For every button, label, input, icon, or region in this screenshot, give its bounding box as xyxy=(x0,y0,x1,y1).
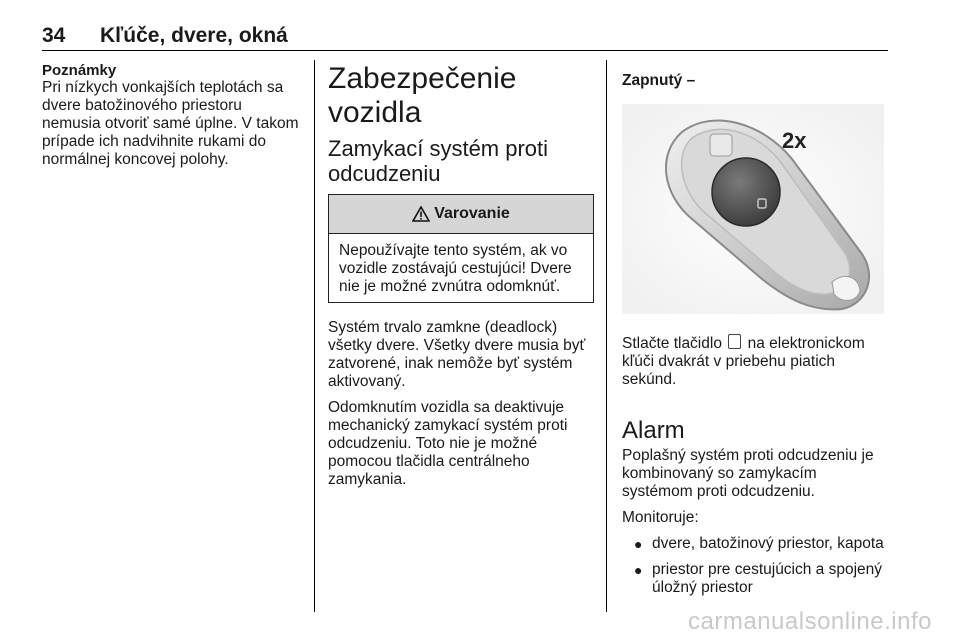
alarm-text: Poplašný systém proti odcudzeniu je kombinovaný so zamykacím systémom proti odcudzeniu. xyxy=(622,447,874,500)
instruction-before: Stlačte tlačidlo xyxy=(622,335,722,352)
warning-text: Nepoužívajte tento systém, ak vo vozidle zostávajú cestujúci! Dvere nie je možné zvnútra odomknúť. xyxy=(339,242,572,295)
column-divider-2 xyxy=(606,60,607,612)
paragraph-unlock: Odomknutím vozidla sa deaktivuje mechanický zamykací systém proti odcudzeniu. Toto nie je možné pomocou tlačidla centrálneho zamykania. xyxy=(328,399,568,488)
warning-box xyxy=(328,194,594,303)
key-fob-figure xyxy=(622,104,884,314)
page-number: 34 xyxy=(42,24,66,47)
column-middle xyxy=(328,62,594,497)
section-heading: Zabezpečenie vozidla xyxy=(328,62,517,129)
subsection-heading: Zamykací systém proti odcudzeniu xyxy=(328,136,549,186)
press-count-label: 2x xyxy=(782,128,807,153)
list-item-text: priestor pre cestujúcich a spojený úložný priestor xyxy=(652,561,883,596)
paragraph-deadlock: Systém trvalo zamkne (deadlock) všetky dvere. Všetky dvere musia byť zatvorené, inak nemôže byť systém aktivovaný. xyxy=(328,319,586,390)
lock-icon xyxy=(728,334,741,349)
column-right xyxy=(622,62,890,605)
header-divider xyxy=(42,50,888,51)
warning-triangle-icon xyxy=(412,206,430,222)
note-title: Poznámky xyxy=(42,62,117,79)
list-item xyxy=(622,561,890,597)
note-text: Pri nízkych vonkajších teplotách sa dvere batožinového priestoru nemusia otvoriť samé úplne. V takom prípade ich nadvihnite rukami do normálnej koncovej polohy. xyxy=(42,79,299,168)
alarm-heading: Alarm xyxy=(622,417,685,444)
monitors-label: Monitoruje: xyxy=(622,509,699,526)
page-header xyxy=(42,24,888,52)
instruction-text xyxy=(622,334,890,389)
column-divider-1 xyxy=(314,60,315,612)
bullet-icon: ● xyxy=(634,562,643,578)
instruction-after: na elektronickom kľúči dvakrát v priebehu piatich sekúnd. xyxy=(622,335,865,388)
column-left xyxy=(42,62,304,177)
monitor-list xyxy=(622,535,890,597)
page-title: Kľúče, dvere, okná xyxy=(100,24,288,47)
status-label: Zapnutý – xyxy=(622,72,696,89)
key-fob-illustration xyxy=(622,104,884,314)
watermark: carmanualsonline.info xyxy=(688,608,932,635)
warning-header xyxy=(329,195,593,234)
list-item xyxy=(622,535,890,553)
list-item-text: dvere, batožinový priestor, kapota xyxy=(652,535,884,552)
bullet-icon: ● xyxy=(634,536,643,552)
warning-title: Varovanie xyxy=(434,205,510,222)
